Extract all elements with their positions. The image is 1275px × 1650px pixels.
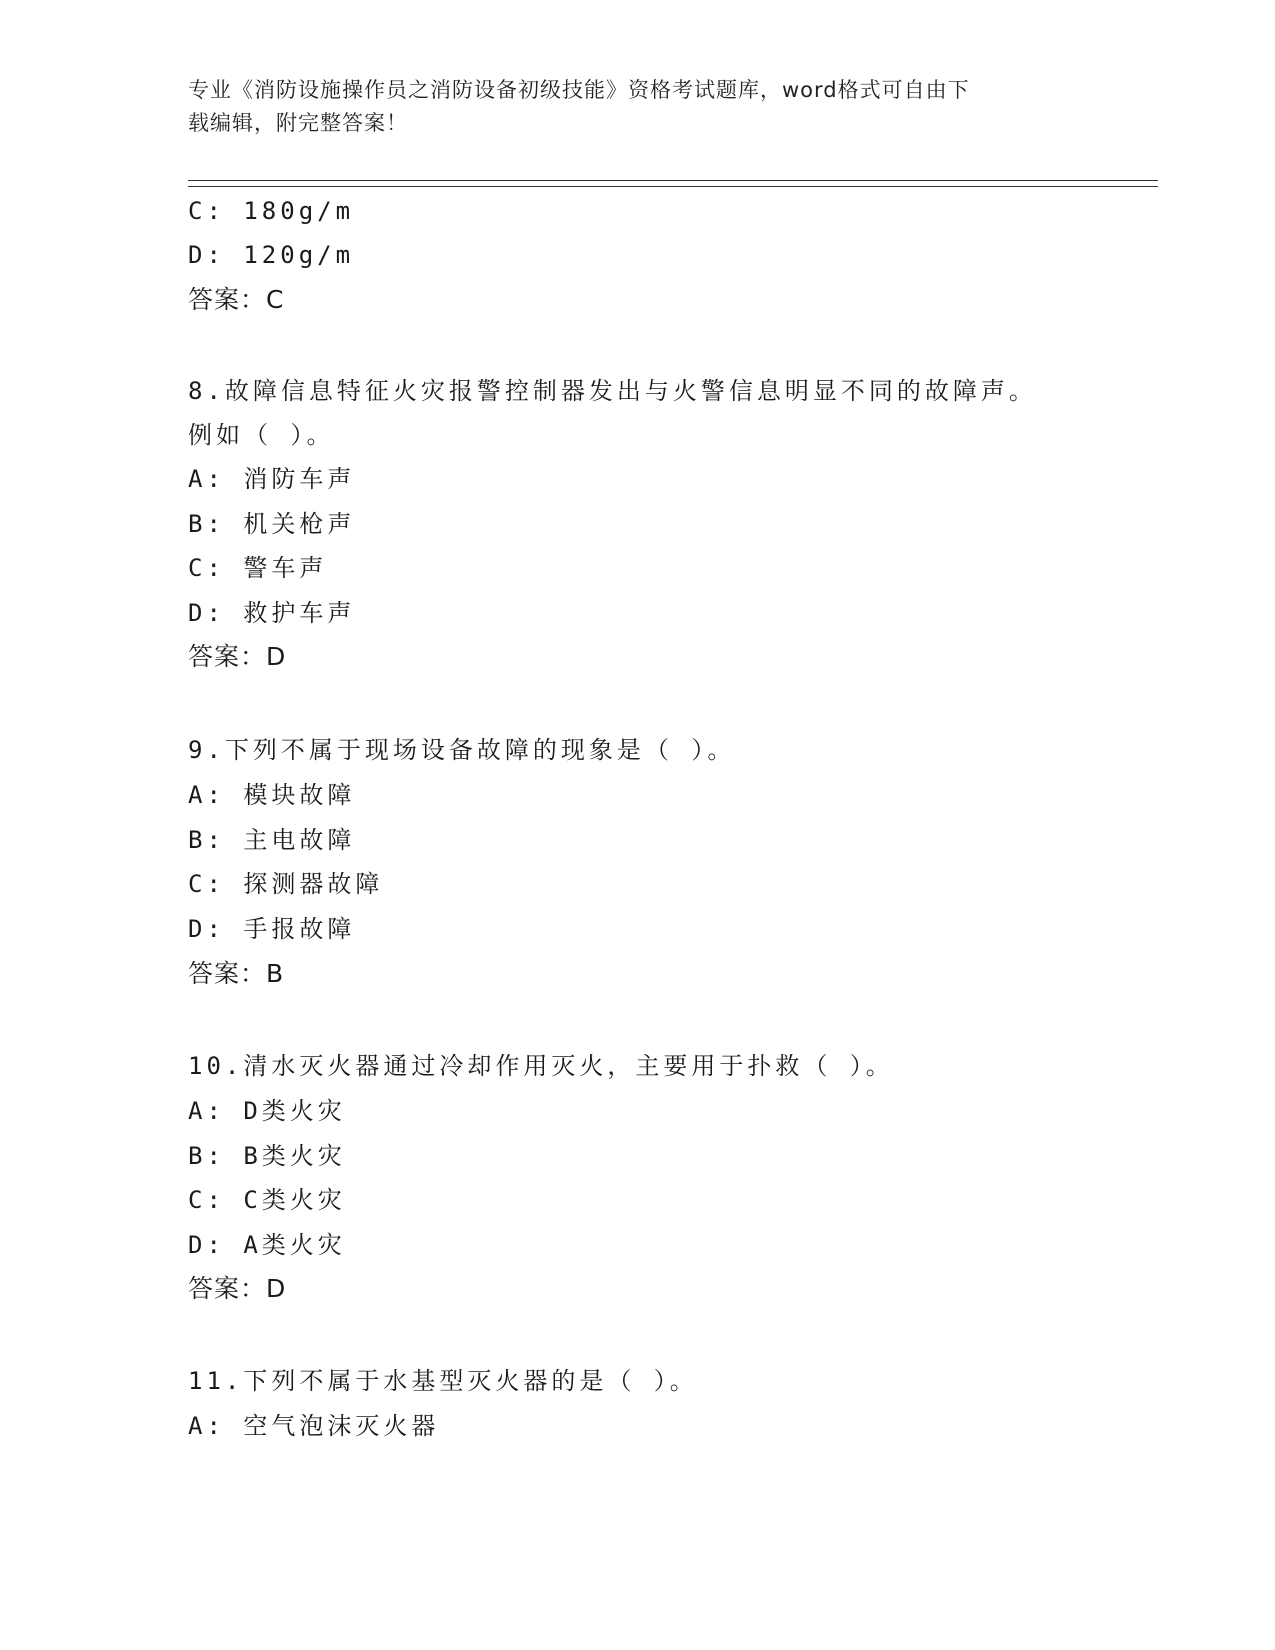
q9-stem: 9.下列不属于现场设备故障的现象是（ ）。 — [188, 736, 736, 764]
q8-option-b: B: 机关枪声 — [188, 510, 356, 538]
q10-answer: 答案：D — [188, 1274, 287, 1303]
q8-stem-line-2: 例如（ ）。 — [188, 421, 335, 449]
header-divider-bottom — [188, 186, 1158, 187]
q8-option-c: C: 警车声 — [188, 554, 328, 582]
q7-answer: 答案：C — [188, 285, 285, 314]
header-line-2: 载编辑，附完整答案！ — [188, 111, 408, 135]
q9-answer: 答案：B — [188, 959, 285, 988]
q10-stem: 10.清水灭火器通过冷却作用灭火，主要用于扑救（ ）。 — [188, 1052, 894, 1080]
q9-option-a: A: 模块故障 — [188, 781, 356, 809]
q10-option-b: B: B类火灾 — [188, 1142, 346, 1170]
q8-option-a: A: 消防车声 — [188, 465, 356, 493]
q8-option-d: D: 救护车声 — [188, 599, 356, 627]
q9-option-d: D: 手报故障 — [188, 915, 356, 943]
q10-option-c: C: C类火灾 — [188, 1186, 346, 1214]
q10-option-d: D: A类火灾 — [188, 1231, 346, 1259]
document-header — [188, 74, 1088, 140]
q7-option-c: C: 180g/m — [188, 197, 355, 225]
header-line-1: 专业《消防设施操作员之消防设备初级技能》资格考试题库，word格式可自由下 — [188, 78, 970, 102]
header-divider-top — [188, 180, 1158, 181]
q11-stem: 11.下列不属于水基型灭火器的是（ ）。 — [188, 1367, 698, 1395]
q9-option-b: B: 主电故障 — [188, 826, 356, 854]
q11-option-a: A: 空气泡沫灭火器 — [188, 1412, 440, 1440]
q8-stem-line-1: 8.故障信息特征火灾报警控制器发出与火警信息明显不同的故障声。 — [188, 377, 1037, 405]
q10-option-a: A: D类火灾 — [188, 1097, 346, 1125]
q8-answer: 答案：D — [188, 642, 287, 671]
q7-option-d: D: 120g/m — [188, 241, 355, 269]
q9-option-c: C: 探测器故障 — [188, 870, 384, 898]
